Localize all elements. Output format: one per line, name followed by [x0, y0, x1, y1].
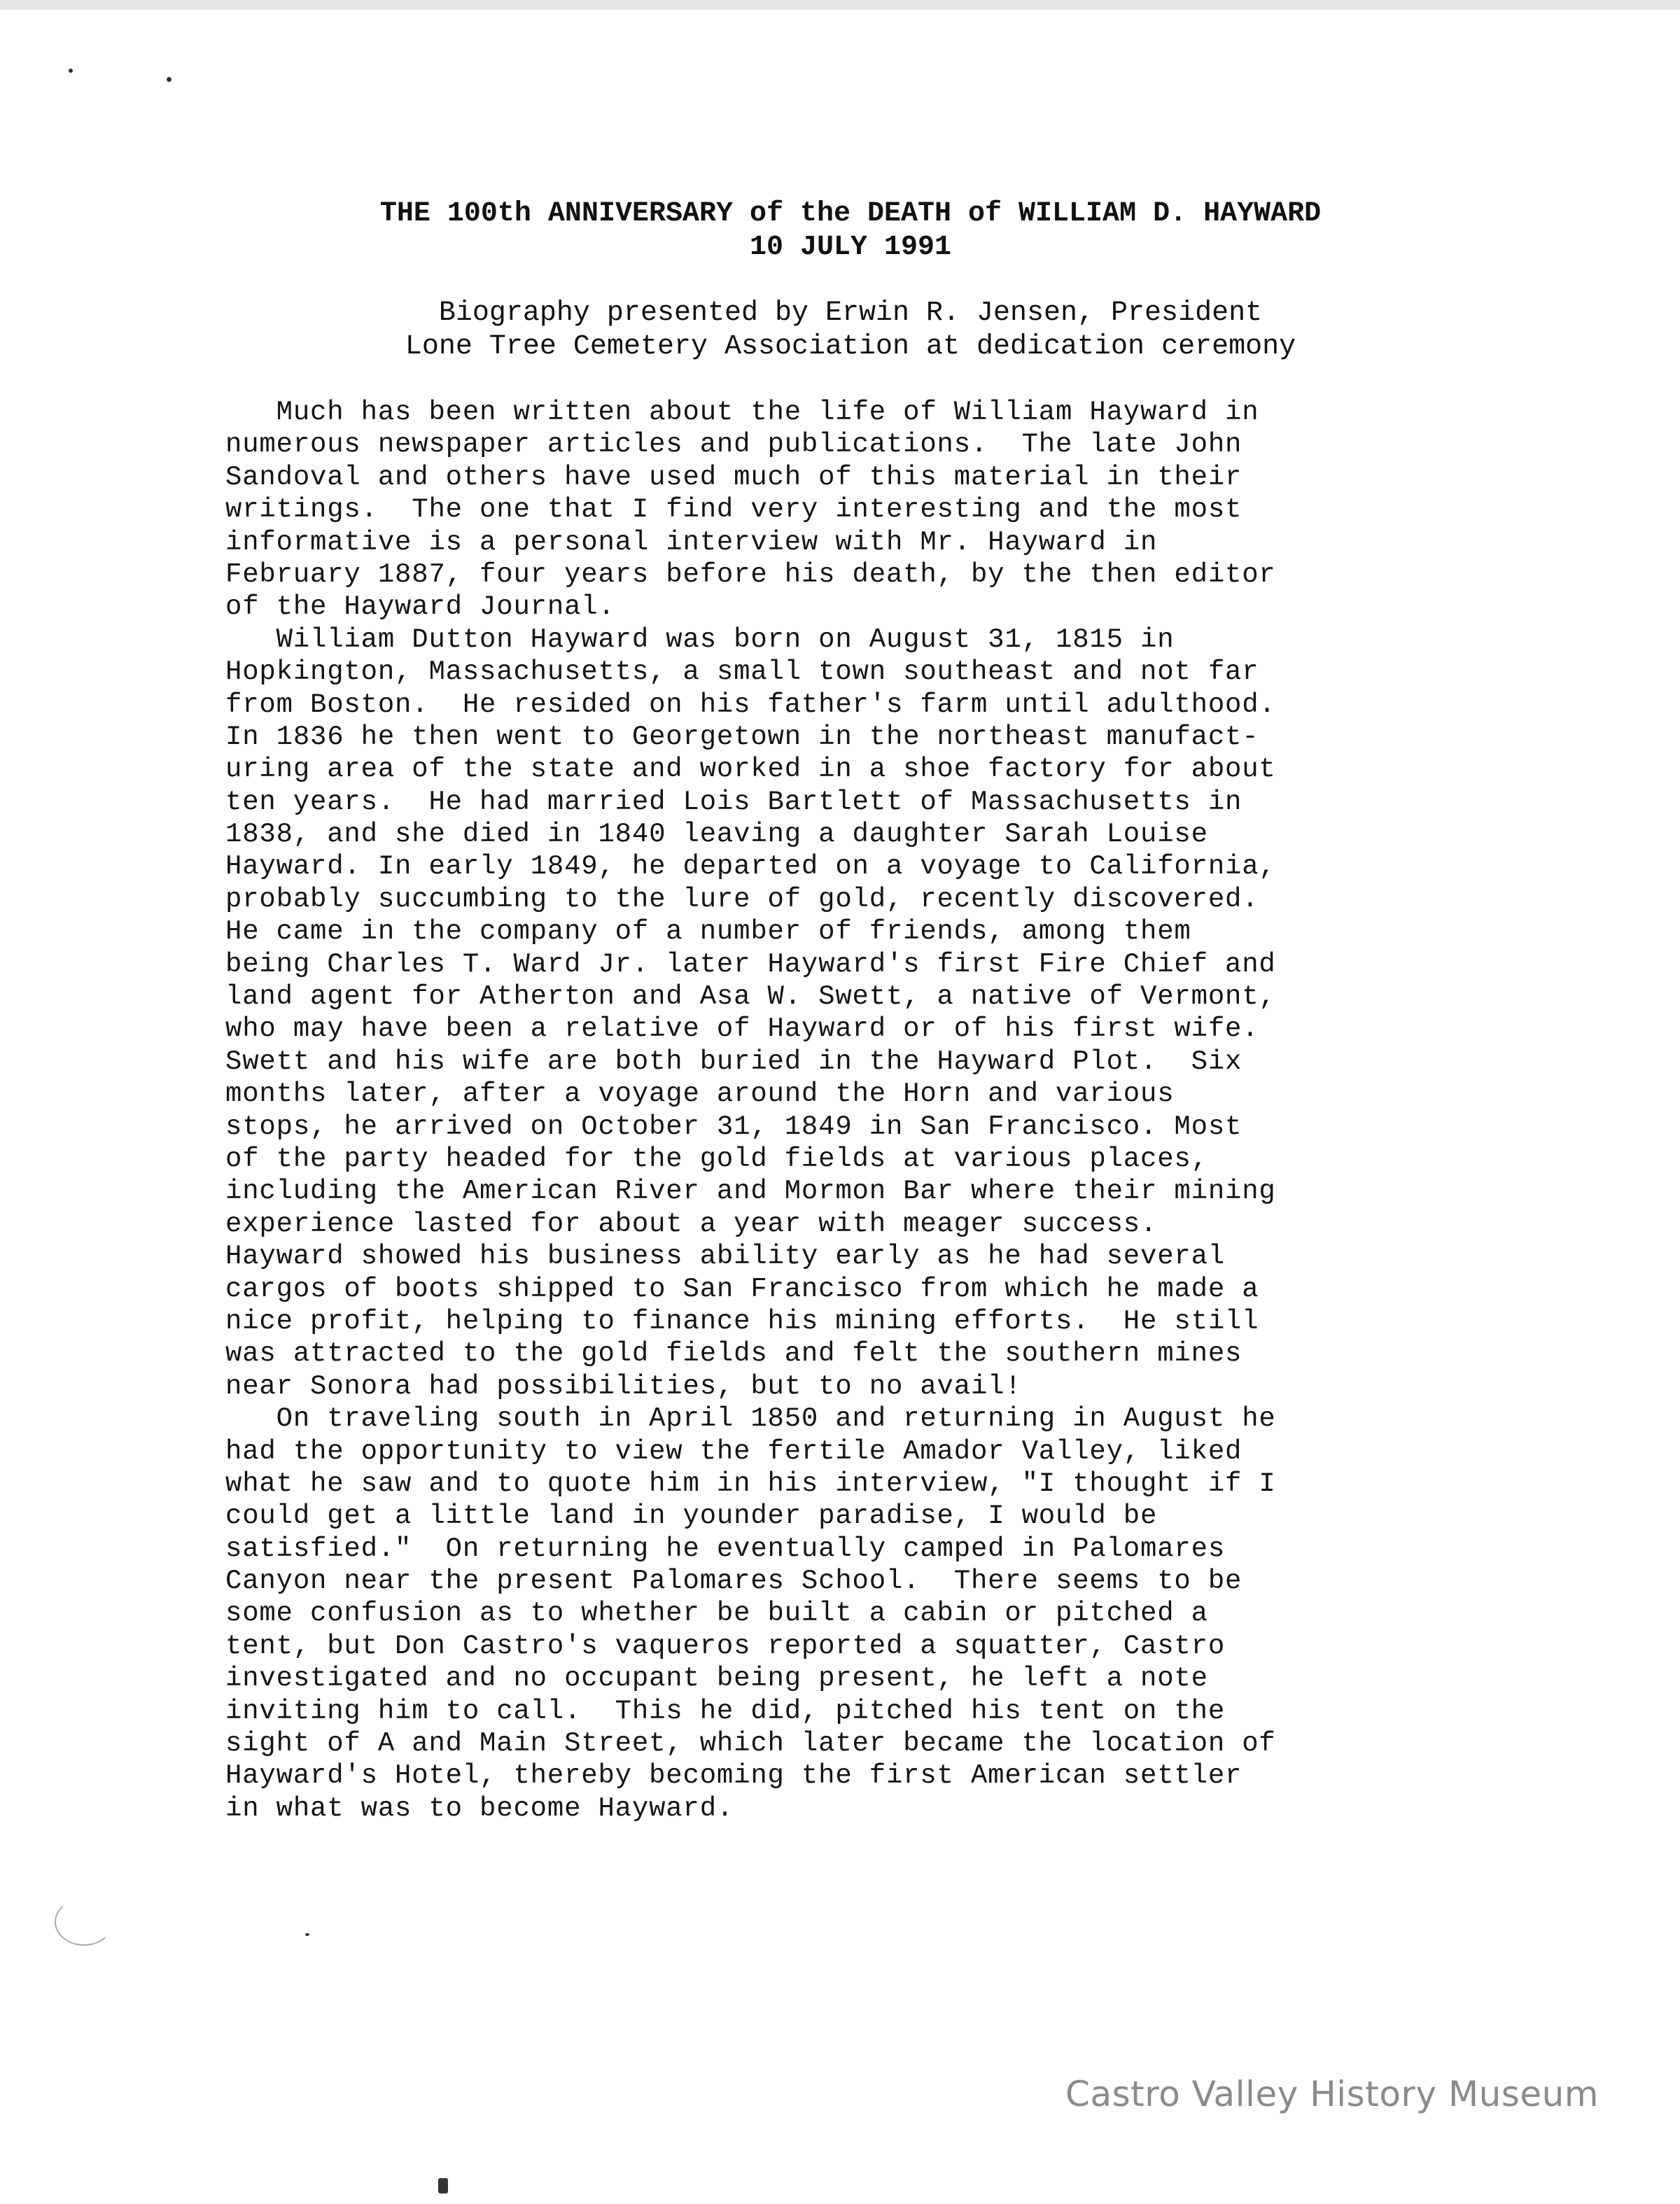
body-line: Swett and his wife are both buried in the Hayward Plot. Six [225, 1046, 1242, 1077]
body-line: from Boston. He resided on his father's farm until adulthood. [225, 689, 1276, 720]
museum-watermark: Castro Valley History Museum [1065, 2074, 1599, 2114]
body-line: William Dutton Hayward was born on August 31, 1815 in [225, 624, 1175, 655]
body-line: who may have been a relative of Hayward or of his first wife. [225, 1013, 1259, 1045]
body-line: months later, after a voyage around the Horn and various [225, 1079, 1175, 1110]
body-line: could get a little land in younder paradise, I would be [225, 1501, 1158, 1532]
body-line: in what was to become Hayward. [225, 1792, 734, 1824]
body-line: including the American River and Mormon Bar where their mining [225, 1176, 1276, 1207]
body-line: February 1887, four years before his death, by the then editor [225, 559, 1276, 590]
body-line: uring area of the state and worked in a shoe factory for about [225, 754, 1276, 785]
body-line: Sandoval and others have used much of this material in their [225, 461, 1242, 493]
body-line: In 1836 he then went to Georgetown in the northeast manufact- [225, 721, 1259, 752]
body-line: what he saw and to quote him in his interview, "I thought if I [225, 1468, 1276, 1499]
body-line: investigated and no occupant being present, he left a note [225, 1663, 1208, 1694]
body-line: numerous newspaper articles and publications. The late John [225, 429, 1242, 461]
scan-speck [438, 2178, 448, 2194]
body-line: writings. The one that I find very interesting and the most [225, 494, 1242, 526]
body-line: had the opportunity to view the fertile Amador Valley, liked [225, 1436, 1242, 1467]
body-line: nice profit, helping to finance his mining efforts. He still [225, 1305, 1259, 1337]
title-line-1: THE 100th ANNIVERSARY of the DEATH of WILLIAM D. HAYWARD [379, 198, 1322, 230]
biography-body [225, 396, 1527, 1825]
body-line: satisfied." On returning he eventually camped in Palomares [225, 1533, 1226, 1564]
scan-speck [305, 1933, 309, 1936]
body-line: experience lasted for about a year with meager success. [225, 1208, 1158, 1240]
body-line: Hayward showed his business ability early as he had several [225, 1241, 1226, 1272]
body-line: land agent for Atherton and Asa W. Swett, a native of Vermont, [225, 981, 1276, 1013]
body-line: near Sonora had possibilities, but to no avail! [225, 1370, 1022, 1402]
scan-speck [69, 69, 73, 73]
body-line: stops, he arrived on October 31, 1849 in San Francisco. Most [225, 1111, 1242, 1142]
document-subtitle [210, 297, 1491, 364]
body-line: On traveling south in April 1850 and returning in August he [225, 1403, 1276, 1435]
body-line: of the Hayward Journal. [225, 591, 615, 623]
document-title [210, 197, 1491, 265]
body-line: inviting him to call. This he did, pitched his tent on the [225, 1695, 1226, 1727]
body-line: some confusion as to whether be built a cabin or pitched a [225, 1598, 1208, 1629]
body-line: cargos of boots shipped to San Francisco from which he made a [225, 1273, 1259, 1305]
body-line: He came in the company of a number of friends, among them [225, 916, 1191, 948]
body-line: was attracted to the gold fields and felt the southern mines [225, 1338, 1242, 1370]
subtitle-line-2: Lone Tree Cemetery Association at dedication ceremony [405, 331, 1296, 363]
body-line: Hayward. In early 1849, he departed on a voyage to California, [225, 851, 1276, 883]
punch-hole-mark [55, 1898, 113, 1946]
body-line: sight of A and Main Street, which later became the location of [225, 1728, 1276, 1760]
body-line: Canyon near the present Palomares School. There seems to be [225, 1566, 1242, 1597]
body-line: ten years. He had married Lois Bartlett of Massachusetts in [225, 786, 1242, 817]
body-line: being Charles T. Ward Jr. later Hayward's first Fire Chief and [225, 948, 1276, 980]
body-line: of the party headed for the gold fields at various places, [225, 1143, 1208, 1174]
scan-speck [167, 77, 172, 82]
body-line: Much has been written about the life of William Hayward in [225, 397, 1259, 428]
body-line: Hopkington, Massachusetts, a small town southeast and not far [225, 657, 1259, 688]
subtitle-line-1: Biography presented by Erwin R. Jensen, President [438, 297, 1263, 329]
body-line: informative is a personal interview with Mr. Hayward in [225, 526, 1158, 558]
body-line: 1838, and she died in 1840 leaving a daughter Sarah Louise [225, 819, 1208, 850]
title-line-2: 10 JULY 1991 [749, 232, 952, 263]
body-line: tent, but Don Castro's vaqueros reported a squatter, Castro [225, 1630, 1226, 1662]
body-line: Hayward's Hotel, thereby becoming the first American settler [225, 1760, 1242, 1792]
body-line: probably succumbing to the lure of gold, recently discovered. [225, 883, 1259, 915]
